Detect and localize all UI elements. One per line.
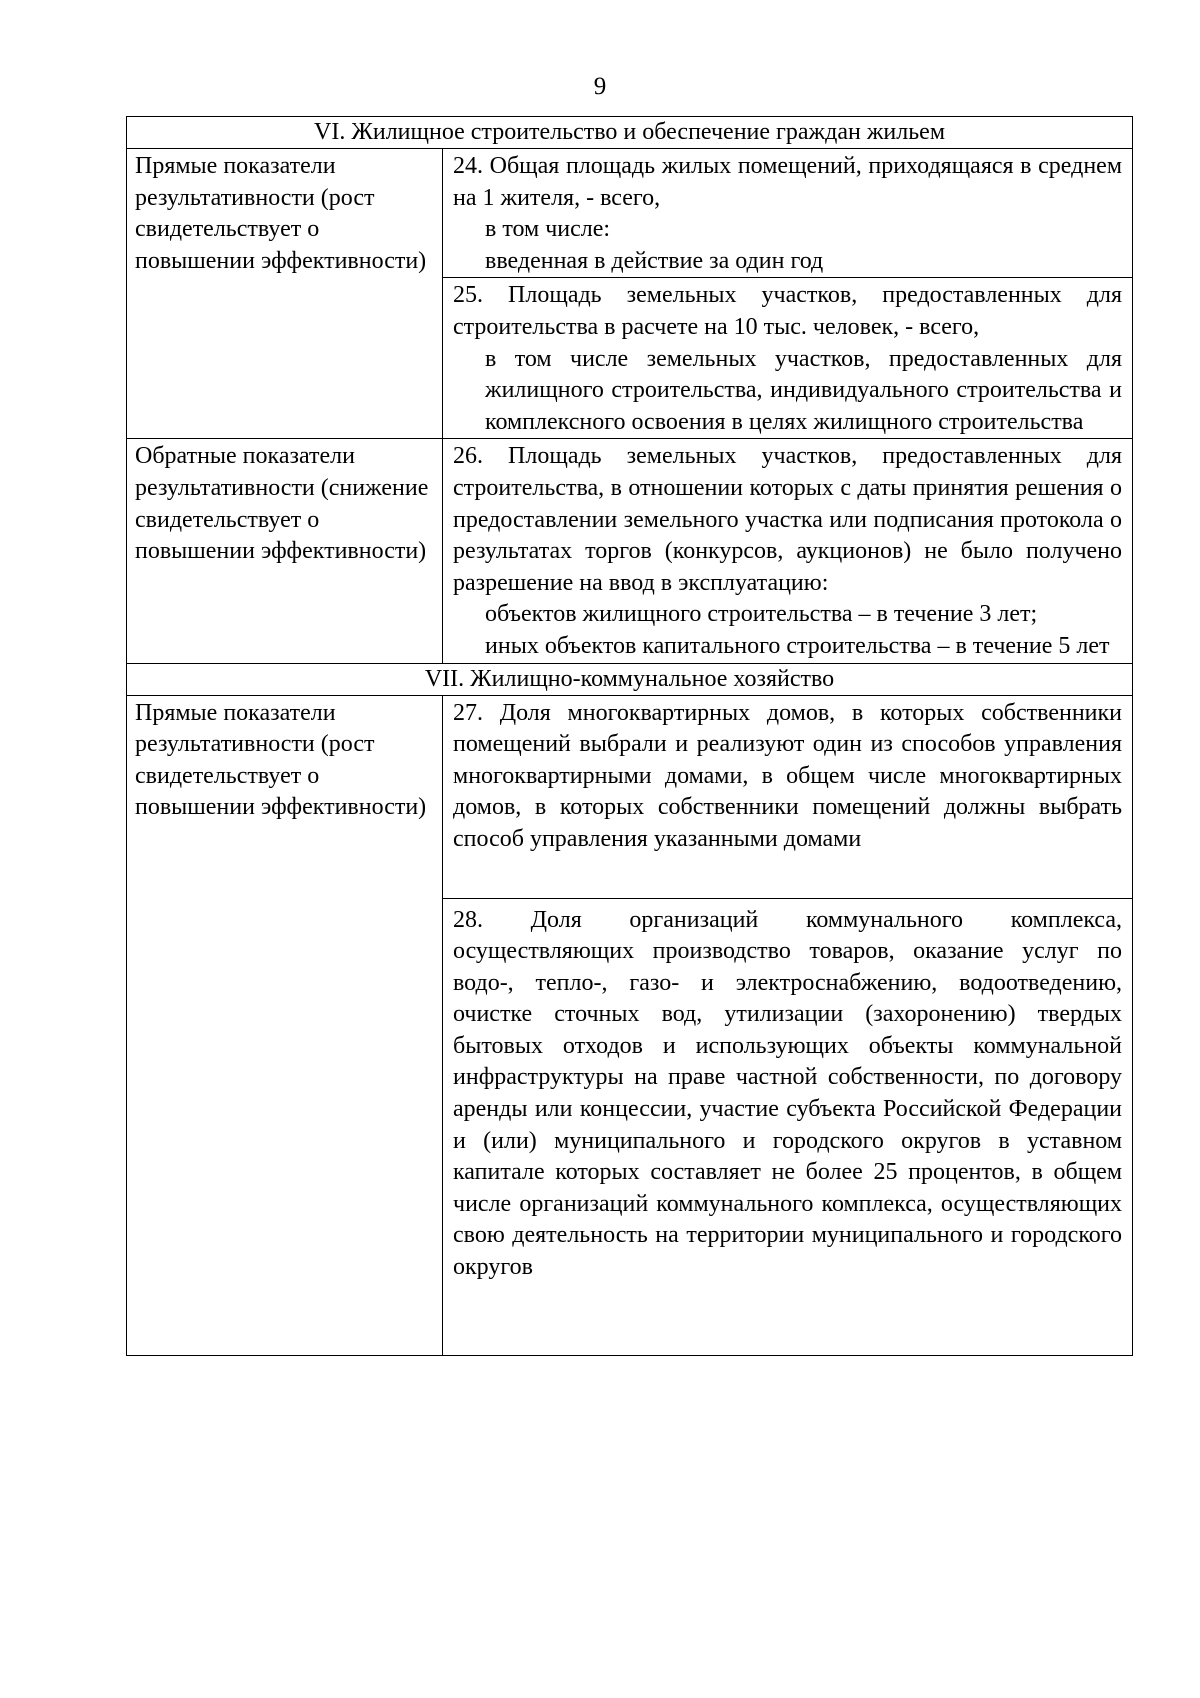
indicator-text: 28. Доля организаций коммунального комплекса, осуществляющих производство товаров, оказание услуг по водо-, тепло-, газо- и электроснабжению, водоотведению, очистке сточных вод, утилизации (захоронению) твердых бытовых отходов и использующих объекты коммунальной инфраструктуры на праве частной собственности, по договору аренды или концессии, участие субъекта Российской Федерации и (или) муниципального и городского округов в уставном капитале которых составляет не более 25 процентов, в общем числе организаций коммунального комплекса, осуществляющих свою деятельность на территории муниципального и городского округов <box>453 906 1123 1281</box>
indicator-28 <box>443 898 1133 1355</box>
group-label: Прямые показатели результативности (рост свидетельствует о повышении эффективности) <box>135 153 427 274</box>
indicator-row-27 <box>127 695 1133 898</box>
section-vi-header-row <box>127 117 1133 149</box>
indicator-26 <box>443 439 1133 663</box>
indicator-27 <box>443 695 1133 898</box>
indicator-25 <box>443 278 1133 439</box>
section-vii-header-row <box>127 663 1133 695</box>
section-vii-title: VII. Жилищно-коммунальное хозяйство <box>127 663 1133 695</box>
direct-indicators-group-vii <box>127 695 443 1355</box>
indicator-subitem: введенная в действие за один год <box>485 247 824 274</box>
direct-indicators-group-vi <box>127 149 443 439</box>
indicator-subitem: в том числе земельных участков, предоставленных для жилищного строительства, индивидуального строительства и комплексного освоения в целях жилищного строительства <box>485 345 1123 435</box>
indicator-subitem: в том числе: <box>485 216 611 243</box>
indicators-table <box>126 116 1133 1356</box>
indicator-text: 24. Общая площадь жилых помещений, приходящаяся в среднем на 1 жителя, - всего, <box>453 153 1123 211</box>
indicator-subitem: иных объектов капитального строительства – в течение 5 лет <box>485 632 1110 659</box>
reverse-indicators-group-vi <box>127 439 443 663</box>
indicator-row-24 <box>127 149 1133 278</box>
page-number: 9 <box>593 73 607 100</box>
indicator-24 <box>443 149 1133 278</box>
indicator-text: 26. Площадь земельных участков, предоставленных для строительства, в отношении которых с даты принятия решения о предоставлении земельного участка или подписания протокола о результатах торгов (конкурсов, аукционов) не было получено разрешение на ввод в эксплуатацию: <box>453 443 1123 596</box>
indicator-text: 27. Доля многоквартирных домов, в которых собственники помещений выбрали и реализуют один из способов управления многоквартирными домами, в общем числе многоквартирных домов, в которых собственники помещений должны выбрать способ управления указанными домами <box>453 699 1123 852</box>
section-vi-title: VI. Жилищное строительство и обеспечение граждан жильем <box>127 117 1133 149</box>
indicator-subitem: объектов жилищного строительства – в течение 3 лет; <box>485 601 1038 628</box>
indicator-row-26 <box>127 439 1133 663</box>
group-label: Прямые показатели результативности (рост свидетельствует о повышении эффективности) <box>135 699 427 821</box>
group-label: Обратные показатели результативности (снижение свидетельствует о повышении эффективности) <box>135 443 429 565</box>
indicator-text: 25. Площадь земельных участков, предоставленных для строительства в расчете на 10 тыс. человек, - всего, <box>453 282 1123 340</box>
